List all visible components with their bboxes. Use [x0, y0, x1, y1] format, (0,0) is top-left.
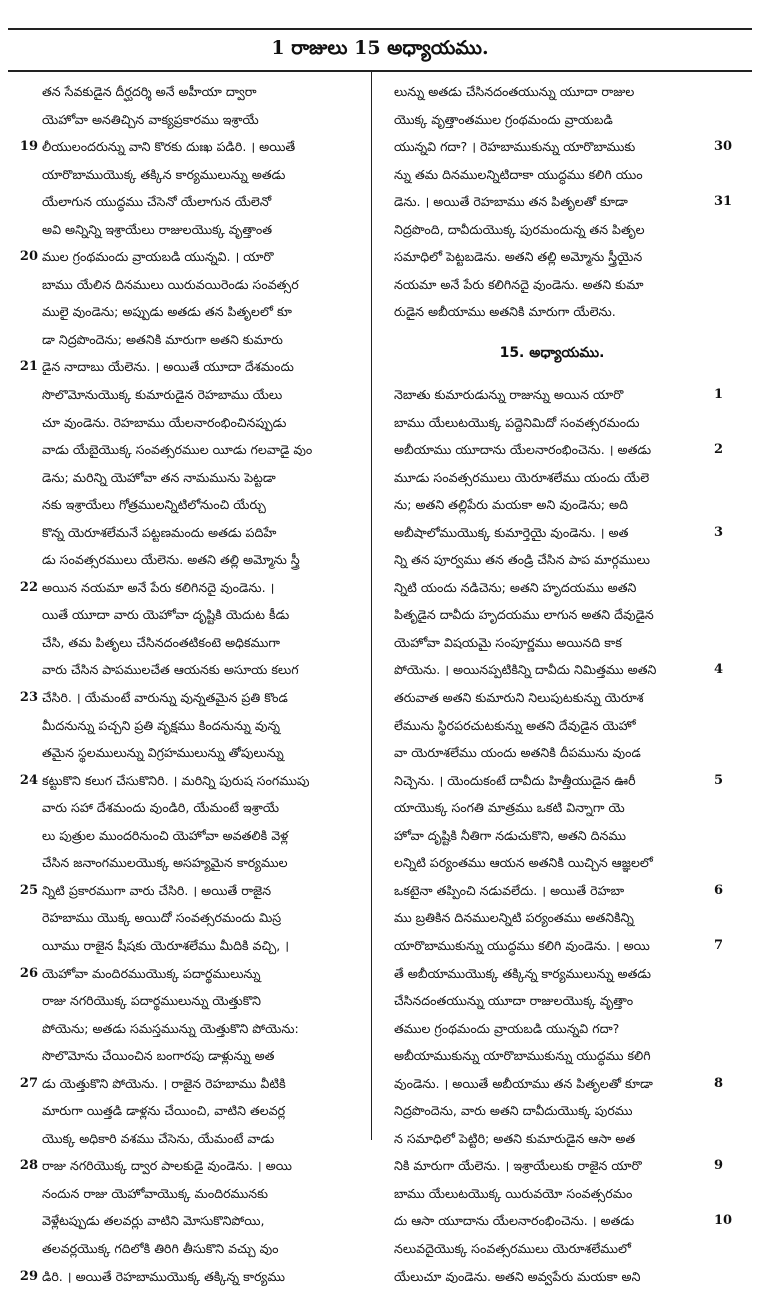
text-line: అబీయాముకున్ను యారొబాముకున్ను యుద్ధము కలిగి	[394, 1048, 651, 1064]
text-line: డిరి. । అయితే రెహబాముయొక్క తక్కిన్న కార్యము	[42, 1268, 285, 1284]
text-line: బాము యేలుటయొక్క పద్దెనిమిదో సంవత్సరమందు	[394, 414, 640, 430]
text-line: తముల గ్రంథమందు వ్రాయబడి యున్నవి గదా?	[394, 1020, 620, 1036]
text-line: అయిన నయమా అనే పేరు కలిగినదై వుండెను. ।	[42, 579, 275, 595]
text-line: వెళ్లేటప్పుడు తలవర్లు వాటిని మోసుకొనిపోయి,	[42, 1213, 265, 1229]
text-line: లున్ను అతడు చేసినదంతయున్ను యూదా రాజుల	[394, 84, 635, 99]
text-line: యేలుచూ వుండెను. అతని అవ్వపేరు మయకా అని	[394, 1268, 641, 1284]
page-header	[8, 28, 752, 72]
verse-number: 4	[714, 662, 724, 677]
text-line: యున్నవి గదా? । రెహబాముకున్ను యారొబాముకు	[394, 139, 636, 155]
text-line: యెహోవా అనతిచ్చిన వాక్యప్రకారము ఇశ్రాయే	[42, 111, 259, 127]
left-column	[19, 78, 367, 1284]
text-line: నికి మారుగా యేలెను. । ఇశ్రాయేలుకు రాజైన యారొ	[394, 1158, 642, 1174]
text-line: నకు ఇశ్రాయేలు గోత్రములన్నిటిలోనుంచి యేర్చు	[42, 497, 266, 513]
verse-number: 8	[714, 1076, 724, 1091]
text-line: మీదనున్ను పచ్చని ప్రతి వృక్షము కిందనున్ను వున్న	[42, 717, 281, 733]
text-line: అబీయాము యూదాను యేలనారంభించెను. । అతడు	[394, 442, 652, 458]
text-line: చూ వుండెను. రెహబాము యేలనారంభించినప్పుడు	[42, 414, 287, 430]
text-line: ను; అతని తల్లిపేరు మయకా అని వుండెను; అది	[394, 497, 629, 513]
chapter-subheading: 15. అధ్యాయము.	[499, 344, 605, 361]
text-line: వాడు యేబైయొక్క సంవత్సరముల యీడు గలవాడై వుం	[42, 442, 313, 458]
text-line: న్ని తన పూర్వము తన తండ్రి చేసిన పాప మార్గములు	[394, 552, 650, 568]
verse-number: 25	[19, 883, 38, 898]
text-line: యీము రాజైన షీషకు యెరూశలేము మీదికి వచ్చి, ।	[42, 937, 289, 953]
text-line: తమైన స్థలములున్ను విగ్రహములున్ను తోపులున్ను	[42, 745, 284, 761]
text-line: నలువదైయొక్క సంవత్సరములు యెరూశలేములో	[394, 1240, 631, 1256]
verse-number: 19	[19, 139, 38, 154]
verse-number: 7	[714, 938, 724, 953]
right-column	[394, 78, 733, 1284]
verse-number: 26	[19, 966, 38, 981]
verse-number: 28	[19, 1158, 38, 1173]
text-line: రెహబాము యొక్క అయిదో సంవత్సరమందు మిస్ర	[42, 910, 282, 926]
text-line: కట్టుకొని కలుగ చేసుకొనిరి. । మరిన్ని పురుష సంగముపు	[42, 772, 310, 788]
verse-number: 22	[19, 580, 38, 595]
text-line: వా యెరూశలేము యందు అతనికి దీపమును వుండ	[394, 745, 641, 761]
text-line: సమాధిలో పెట్టబడెను. అతని తల్లి అమ్మోను స్త్రీయైన	[394, 249, 643, 265]
verse-number: 21	[19, 359, 38, 374]
text-line: ముల గ్రంథమందు వ్రాయబడి యున్నవి. । యారొ	[42, 249, 274, 265]
verse-number: 23	[19, 690, 38, 705]
text-line: చేసినదంతయున్ను యూదా రాజులయొక్క వృత్తాం	[394, 993, 634, 1009]
text-line: అవి అన్నిన్ని ఇశ్రాయేలు రాజులయొక్క వృత్తాంత	[42, 221, 273, 237]
text-line: చేసిన జనాంగములయొక్క అసహ్యమైన కార్యముల	[42, 855, 288, 871]
verse-number: 31	[714, 194, 733, 209]
verse-number: 30	[714, 139, 733, 154]
verse-number: 6	[714, 883, 724, 898]
text-line: డైన నాదాబు యేలెను. । అయితే యూదా దేశమందు	[42, 359, 294, 375]
verse-number: 3	[714, 525, 724, 540]
text-line: తరువాత అతని కుమారుని నిలుపుటకున్ను యెరూశ	[394, 690, 644, 706]
text-line: రాజు నగరియొక్క పదార్థములున్ను యెత్తుకొని	[42, 993, 261, 1009]
text-line: న్నిటి యందు నడిచెను; అతని హృదయము అతని	[394, 579, 637, 595]
page-title: 1 రాజులు 15 అధ్యాయము.	[271, 36, 489, 59]
text-line: రాజు నగరియొక్క ద్వార పాలకుడై వుండెను. । అయి	[42, 1158, 292, 1174]
text-line: వుండెను. । అయితే అబీయాము తన పితృలతో కూడా	[394, 1075, 653, 1091]
text-line: తే అబీయాముయొక్క తక్కిన్న కార్యములున్ను అతడు	[394, 965, 652, 981]
text-line: యాయొక్క సంగతి మాత్రము ఒకటి విన్నాగా యె	[394, 800, 625, 816]
text-line: యితే యూదా వారు యెహోవా దృష్టికి యెదుట కీడు	[42, 607, 290, 623]
text-line: బాము యేలుటయొక్క యిరువయో సంవత్సరమం	[394, 1185, 633, 1201]
text-line: డు యెత్తుకొని పోయెను. । రాజైన రెహబాము వీటికి	[42, 1075, 286, 1091]
page	[8, 28, 752, 1284]
text-line: తలవర్లయొక్క గదిలోకి తిరిగి తీసుకొని వచ్చు వుం	[42, 1240, 279, 1256]
text-line: ఒకటైనా తప్పించి నడువలేదు. । అయితే రెహబా	[394, 882, 625, 898]
text-line: లు పుత్రుల ముందరినుంచి యెహోవా అవతలికి వెళ్ల	[42, 827, 289, 843]
verse-number: 27	[19, 1076, 38, 1091]
text-line: డెను; మరిన్ని యెహోవా తన నామమును పెట్టడా	[42, 469, 276, 485]
text-line: ము బ్రతికిన దినములన్నిటి పర్యంతము అతనికిన్ని	[394, 910, 634, 926]
text-line: న్నిటి ప్రకారముగా వారు చేసిరి. । అయితే రాజైన	[42, 882, 272, 898]
text-line: లన్నిటి పర్యంతము ఆయన అతనికి యిచ్చిన ఆజ్ఞలలో	[394, 855, 653, 871]
verse-number: 9	[714, 1158, 724, 1173]
text-line: అబీషాలోముయొక్క కుమార్తెయై వుండెను. । అత	[394, 524, 629, 540]
text-line: పితృడైన దావీదు హృదయము లాగున అతని దేవుడైన	[394, 607, 654, 623]
column-divider	[371, 72, 372, 1140]
text-line: డు సంవత్సరములు యేలెను. అతని తల్లి అమ్మోను స్త్రీ	[42, 552, 300, 568]
verse-number: 10	[714, 1213, 733, 1228]
text-line: యొక్క అధికారి వశము చేసెను, యేమంటే వాడు	[42, 1130, 275, 1146]
text-line: పోయెను; అతడు సమస్తమున్ను యెత్తుకొని పోయెను:	[42, 1020, 299, 1036]
text-line: వారు సహా దేశమందు వుండిరి, యేమంటే ఇశ్రాయే	[42, 800, 280, 816]
text-line: లేమును స్థిరపరచుటకున్ను అతని దేవుడైన యెహో	[394, 717, 636, 733]
verse-number: 24	[19, 773, 38, 788]
text-line: పోయెను. । అయినప్పటికిన్ని దావీదు నిమిత్తము అతని	[394, 662, 657, 678]
text-line: సొలొమోనుయొక్క కుమారుడైన రెహబాము యేలు	[42, 387, 283, 403]
text-line: యెహోవా విషయమై సంపూర్ణము అయినది కాక	[394, 634, 622, 650]
verse-number: 29	[19, 1269, 38, 1284]
verse-number: 20	[19, 249, 38, 264]
text-line: హోవా దృష్టికి నీతిగా నడుచుకొని, అతని దినము	[394, 827, 627, 843]
text-line: నిద్రపొంది, దావీదుయొక్క పురమందున్న తన పితృల	[394, 221, 645, 237]
text-line: చేసిరి. । యేమంటే వారున్ను వున్నతమైన ప్రతి కొండ	[42, 690, 288, 706]
text-line: డెను. । అయితే రెహబాము తన పితృలతో కూడా	[394, 194, 628, 210]
text-line: వారు చేసిన పాపములచేత ఆయనకు అసూయ కలుగ	[42, 662, 299, 678]
text-line: నిద్రపొందెను, వారు అతని దావీదుయొక్క పురము	[394, 1103, 633, 1119]
text-line: మారుగా యిత్తడి డాళ్లను చేయించి, వాటిని తలవర్ల	[42, 1103, 286, 1119]
text-line: ములై వుండెను; అప్పుడు అతడు తన పితృలలో కూ	[42, 304, 292, 320]
text-line: యెహోవా మందిరముయొక్క పదార్థములున్ను	[42, 965, 261, 981]
text-line: లీయులందరున్ను వాని కొరకు దుఃఖ పడిరి. । అయితే	[42, 139, 296, 155]
text-line: తన సేవకుడైన దీర్ఘదర్శి అనే అహీయా ద్వారా	[42, 84, 257, 99]
text-line: నెబాతు కుమారుడున్ను రాజున్ను అయిన యారొ	[394, 387, 624, 403]
text-line: నయమా అనే పేరు కలిగినదై వుండెను. అతని కుమా	[394, 276, 644, 292]
verse-number: 2	[714, 442, 724, 457]
text-line: సొలొమోను చేయించిన బంగారపు డాళ్లున్ను అత	[42, 1048, 275, 1064]
text-line: యేలాగున యుద్ధము చేసెనో యేలాగున యేలెనో	[42, 194, 272, 210]
text-line: దు ఆసా యూదాను యేలనారంభించెను. । అతడు	[394, 1213, 635, 1229]
text-line: నిచ్చెను. । యెందుకంటే దావీదు హిత్తీయుడైన ఊరీ	[394, 772, 636, 788]
text-line: న సమాధిలో పెట్టిరి; అతని కుమారుడైన ఆసా అత	[394, 1130, 636, 1146]
text-line: డా నిద్రపొందెను; అతనికి మారుగా అతని కుమారు	[42, 331, 283, 347]
text-line: నందున రాజు యెహోవాయొక్క మందిరమునకు	[42, 1185, 269, 1201]
text-line: యారొబాముకున్ను యుద్ధము కలిగి వుండెను. । అయి	[394, 937, 650, 953]
text-line: మూడు సంవత్సరములు యెరూశలేము యందు యేలె	[394, 469, 650, 485]
text-line: యారొబాముయొక్క తక్కిన కార్యములున్ను అతడు	[42, 166, 286, 182]
text-line: యొక్క వృత్తాంతముల గ్రంథమందు వ్రాయబడి	[394, 111, 613, 127]
verse-number: 5	[714, 773, 724, 788]
text-line: కొన్న యెరూశలేమనే పట్టణమందు అతడు పదిహే	[42, 524, 277, 540]
verse-number: 1	[714, 387, 724, 402]
text-line: బాము యేలిన దినములు యిరువయిరెండు సంవత్సర	[42, 276, 299, 292]
text-line: రుడైన అబీయాము అతనికి మారుగా యేలెను.	[394, 304, 616, 320]
text-line: చేసి, తమ పితృలు చేసినదంతటికంటె అధికముగా	[42, 634, 280, 650]
text-line: న్ను తమ దినములన్నిటిదాకా యుద్ధము కలిగి యుం	[394, 166, 643, 182]
